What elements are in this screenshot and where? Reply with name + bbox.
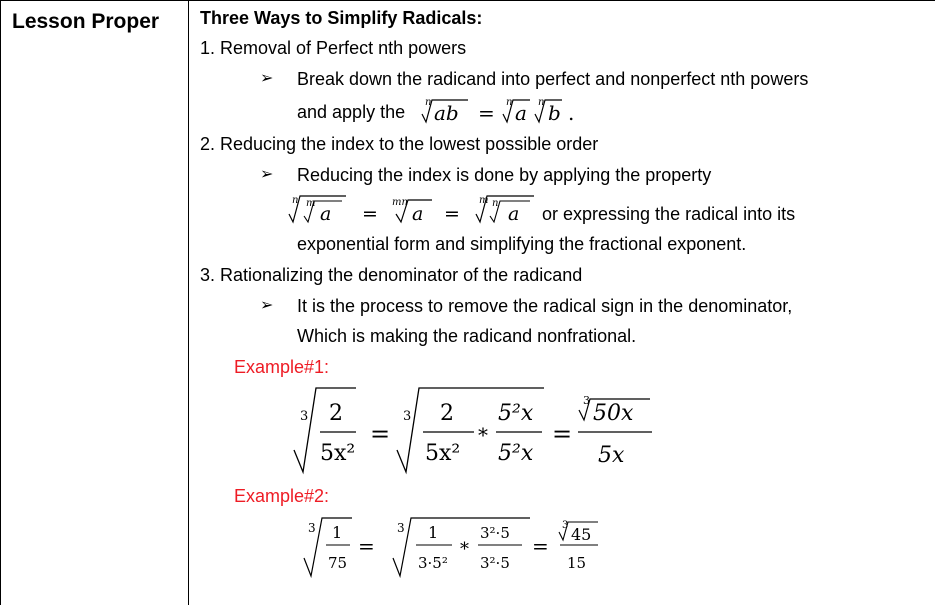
- equals-sign: =: [552, 420, 573, 448]
- arrowhead-bullet-icon: ➢: [260, 297, 274, 314]
- formula-radicand-a: a: [508, 203, 520, 225]
- formula-equals: =: [444, 203, 460, 225]
- table-column-divider: [188, 0, 189, 605]
- equals-sign: =: [358, 534, 375, 558]
- arrowhead-bullet-icon: ➢: [260, 166, 274, 183]
- product-rule-formula: [418, 94, 598, 126]
- table-left-border: [0, 0, 1, 605]
- item-1-heading: 1. Removal of Perfect nth powers: [200, 38, 467, 58]
- formula-index-n: n: [292, 195, 299, 206]
- example-2-result-denominator: 15: [567, 554, 587, 572]
- example-1-denominator: 5x²: [425, 441, 461, 466]
- formula-period: .: [568, 101, 575, 125]
- formula-index-m: m: [306, 198, 316, 209]
- example-2-denominator: 75: [328, 554, 348, 572]
- example-1-index-3: 3: [403, 409, 412, 424]
- example-2-label: Example#2:: [234, 486, 330, 506]
- example-1-multiplier-numerator: 5²x: [498, 401, 534, 426]
- item-2-bullet-line2: or expressing the radical into its: [542, 204, 796, 224]
- example-2-denominator-factored: 3·5²: [418, 554, 448, 572]
- example-1-label: Example#1:: [234, 357, 330, 377]
- example-1-index-3: 3: [583, 394, 590, 407]
- formula-equals: =: [478, 101, 495, 125]
- times-sign: *: [478, 423, 488, 447]
- formula-radicand-a: a: [320, 203, 332, 225]
- example-1-index-3: 3: [300, 409, 309, 424]
- example-1-denominator: 5x²: [320, 441, 356, 466]
- formula-index-n: n: [492, 198, 499, 209]
- formula-index-n: n: [538, 97, 545, 108]
- example-1-numerator: 2: [329, 401, 343, 426]
- item-3-bullet-line1: It is the process to remove the radical sign in the denominator,: [297, 296, 793, 316]
- example-1-equation: [290, 380, 670, 478]
- formula-index-m: m: [479, 195, 489, 206]
- formula-index-mn: mn: [392, 197, 408, 208]
- example-2-index-3: 3: [308, 521, 316, 535]
- item-3-bullet-line2: Which is making the radicand nonfrational.: [297, 326, 637, 346]
- example-1-result-denominator: 5x: [598, 443, 625, 468]
- lesson-proper-label: Lesson Proper: [12, 10, 160, 33]
- index-reduction-formula: [286, 192, 540, 226]
- example-2-multiplier-numerator: 3²·5: [480, 524, 510, 542]
- example-1-numerator: 2: [440, 401, 454, 426]
- item-2-heading: 2. Reducing the index to the lowest possible order: [200, 134, 599, 154]
- formula-equals: =: [362, 203, 378, 225]
- times-sign: *: [460, 539, 469, 560]
- item-1-bullet-line2: and apply the: [297, 102, 406, 122]
- arrowhead-bullet-icon: ➢: [260, 70, 274, 87]
- equals-sign: =: [370, 420, 391, 448]
- example-2-multiplier-denominator: 3²·5: [480, 554, 510, 572]
- example-2-numerator: 1: [428, 523, 439, 542]
- formula-index-n: n: [506, 97, 513, 108]
- item-2-bullet-line3: exponential form and simplifying the fractional exponent.: [297, 234, 747, 254]
- example-2-index-3: 3: [397, 521, 405, 535]
- table-top-border: [0, 0, 935, 1]
- example-1-multiplier-denominator: 5²x: [498, 441, 534, 466]
- example-2-index-3: 3: [562, 520, 569, 531]
- example-2-result-numerator: 45: [571, 525, 592, 544]
- section-title: Three Ways to Simplify Radicals:: [200, 8, 483, 28]
- item-2-bullet-line1: Reducing the index is done by applying the property: [297, 165, 712, 185]
- formula-radicand-b: b: [548, 101, 561, 125]
- equals-sign: =: [532, 534, 549, 558]
- example-2-numerator: 1: [332, 523, 343, 542]
- example-1-result-numerator: 50x: [593, 401, 634, 426]
- formula-radicand-a: a: [515, 101, 527, 125]
- item-1-bullet-line1: Break down the radicand into perfect and nonperfect nth powers: [297, 69, 809, 89]
- formula-radicand-a: a: [412, 203, 424, 225]
- example-2-equation: [300, 512, 610, 580]
- formula-index-n: n: [425, 97, 432, 108]
- item-3-heading: 3. Rationalizing the denominator of the radicand: [200, 265, 583, 285]
- formula-radicand-ab: ab: [434, 101, 459, 125]
